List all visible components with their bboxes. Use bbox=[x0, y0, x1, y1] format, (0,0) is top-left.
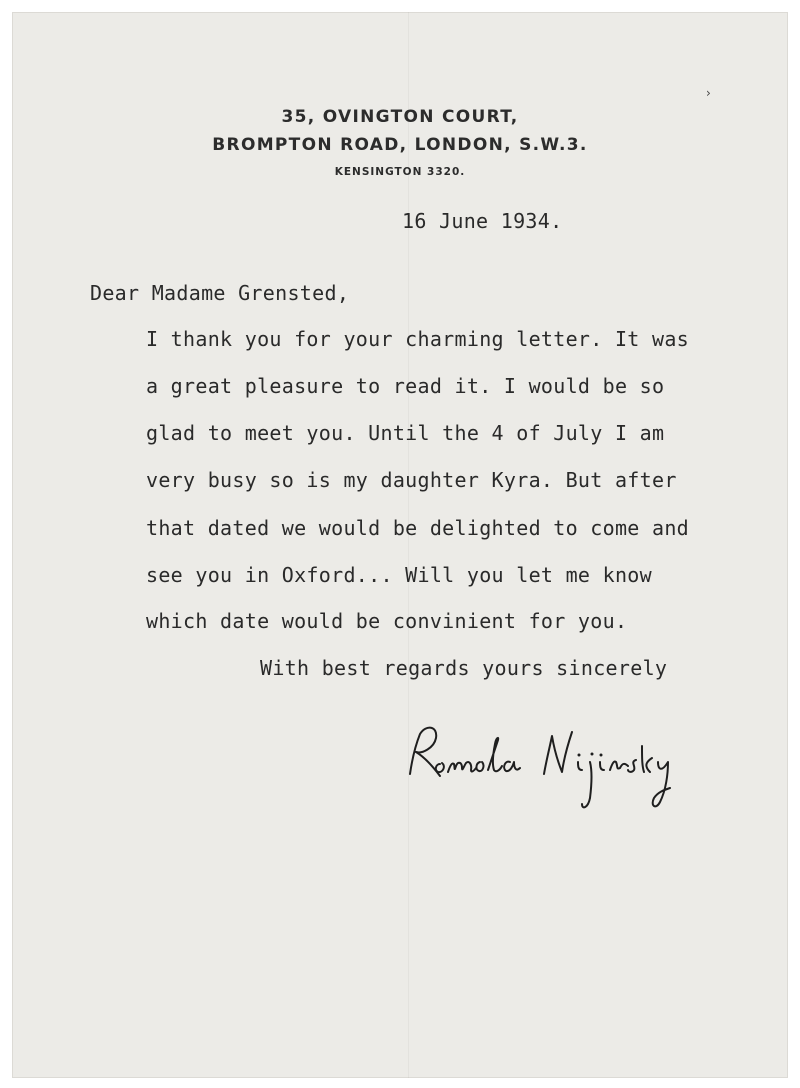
closing: With best regards yours sincerely bbox=[260, 656, 668, 680]
margin-mark: › bbox=[706, 86, 711, 100]
body-line: glad to meet you. Until the 4 of July I am bbox=[146, 421, 665, 445]
letterhead-phone: KENSINGTON 3320. bbox=[334, 166, 466, 178]
letter-date: 16 June 1934. bbox=[402, 209, 563, 233]
body-line: which date would be convinient for you. bbox=[146, 609, 628, 633]
handwritten-signature bbox=[396, 710, 696, 820]
letterhead-address-line-1: 35, OVINGTON COURT, bbox=[281, 107, 519, 127]
body-line: very busy so is my daughter Kyra. But after bbox=[146, 468, 677, 492]
body-line: see you in Oxford... Will you let me know bbox=[146, 563, 652, 587]
body-line: I thank you for your charming letter. It was bbox=[146, 327, 690, 351]
body-line: a great pleasure to read it. I would be so bbox=[146, 374, 665, 398]
letterhead-address-line-2: BROMPTON ROAD, LONDON, S.W.3. bbox=[212, 135, 588, 155]
salutation: Dear Madame Grensted, bbox=[90, 281, 350, 305]
body-line: that dated we would be delighted to come and bbox=[146, 516, 690, 540]
